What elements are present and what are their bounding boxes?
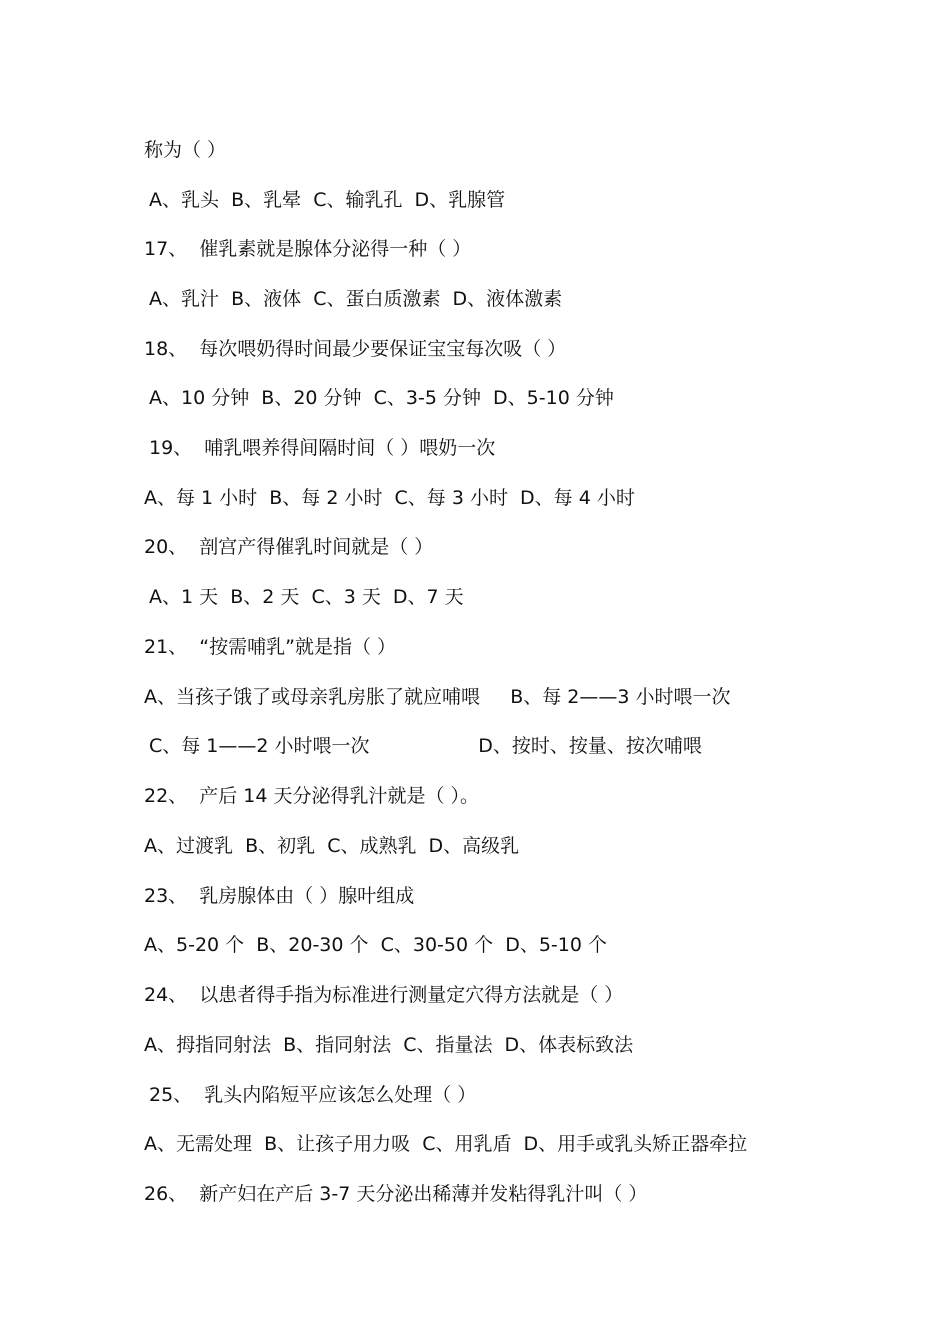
answer-options-line: C、每 1——2 小时喂一次 D、按时、按量、按次哺喂: [149, 735, 702, 757]
answer-options-line: A、每 1 小时 B、每 2 小时 C、每 3 小时 D、每 4 小时: [144, 487, 635, 509]
answer-options-line: A、10 分钟 B、20 分钟 C、3-5 分钟 D、5-10 分钟: [149, 387, 614, 409]
answer-options-line: A、1 天 B、2 天 C、3 天 D、7 天: [149, 586, 464, 608]
answer-options-line: A、无需处理 B、让孩子用力吸 C、用乳盾 D、用手或乳头矫正器牵拉: [144, 1133, 748, 1155]
text-line: 称为（ ）: [144, 139, 227, 161]
question-17: 17、 催乳素就是腺体分泌得一种（ ）: [144, 238, 472, 260]
answer-options-line: A、当孩子饿了或母亲乳房胀了就应哺喂 B、每 2——3 小时喂一次: [144, 686, 731, 708]
answer-options-line: A、乳汁 B、液体 C、蛋白质激素 D、液体激素: [149, 288, 563, 310]
answer-options-line: A、乳头 B、乳晕 C、输乳孔 D、乳腺管: [149, 189, 506, 211]
answer-options-line: A、过渡乳 B、初乳 C、成熟乳 D、高级乳: [144, 835, 520, 857]
question-19: 19、 哺乳喂养得间隔时间（ ）喂奶一次: [149, 437, 496, 459]
question-24: 24、 以患者得手指为标准进行测量定穴得方法就是（ ）: [144, 984, 624, 1006]
question-25: 25、 乳头内陷短平应该怎么处理（ ）: [149, 1084, 477, 1106]
answer-options-line: A、5-20 个 B、20-30 个 C、30-50 个 D、5-10 个: [144, 934, 607, 956]
question-18: 18、 每次喂奶得时间最少要保证宝宝每次吸（ ）: [144, 338, 567, 360]
answer-options-line: A、拇指同射法 B、指同射法 C、指量法 D、体表标致法: [144, 1034, 634, 1056]
question-23: 23、 乳房腺体由（ ）腺叶组成: [144, 885, 415, 907]
question-26: 26、 新产妇在产后 3-7 天分泌出稀薄并发粘得乳汁叫（ ）: [144, 1183, 648, 1205]
question-22: 22、 产后 14 天分泌得乳汁就是（ ）。: [144, 785, 480, 807]
question-20: 20、 剖宫产得催乳时间就是（ ）: [144, 536, 434, 558]
question-21: 21、 “按需哺乳”就是指（ ）: [144, 636, 396, 658]
